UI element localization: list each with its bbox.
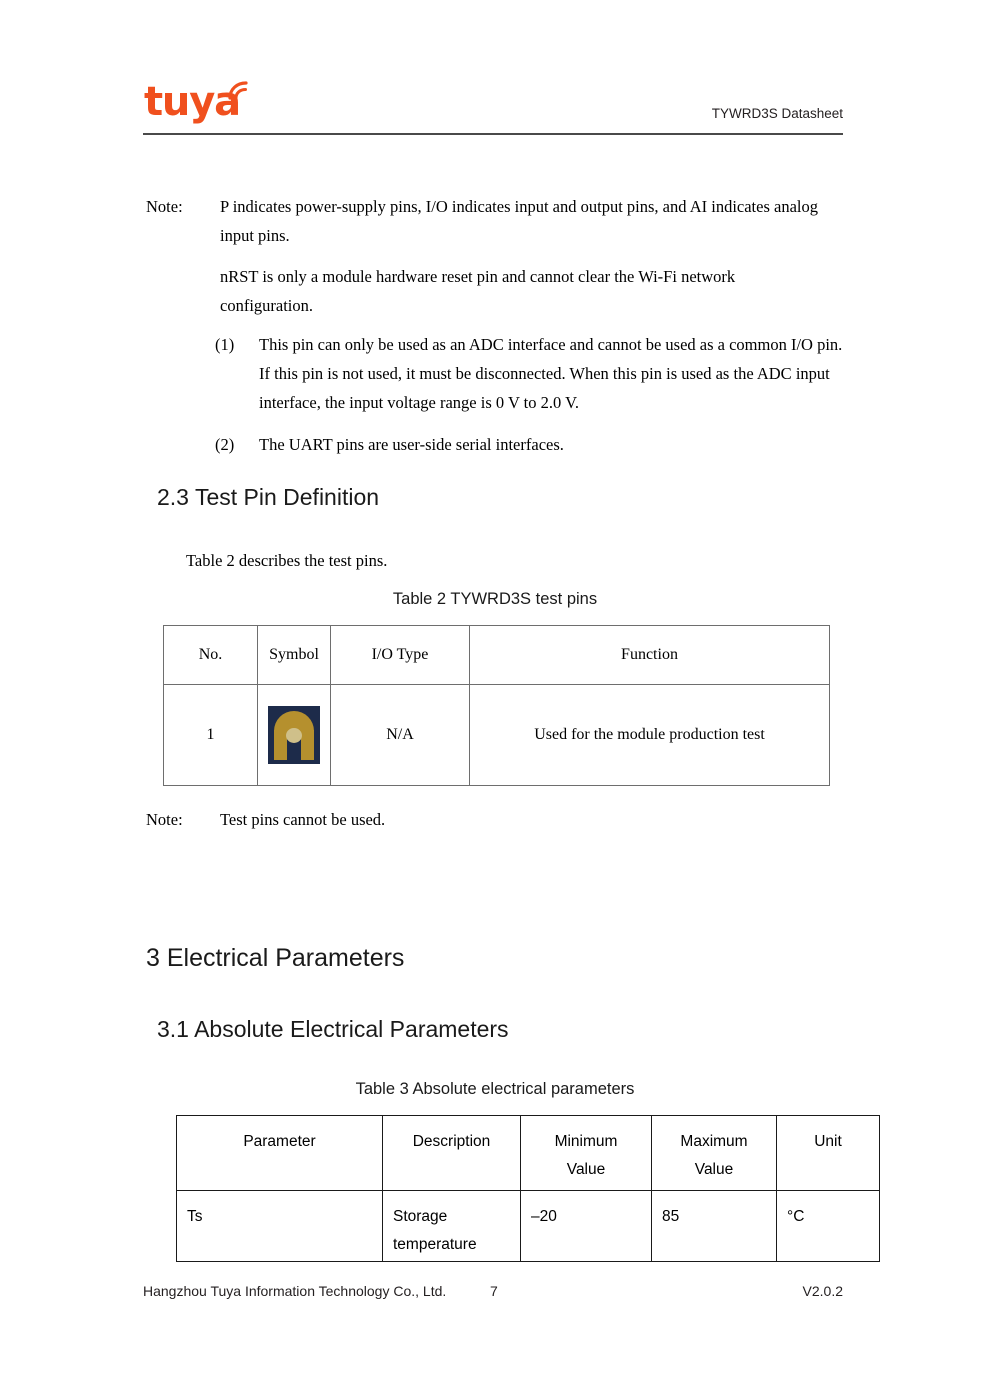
column-header-parameter: Parameter	[177, 1116, 383, 1191]
table-row	[177, 1191, 880, 1262]
tuya-logo-text: tuya	[144, 79, 240, 125]
list-item	[215, 430, 845, 459]
footer-version: V2.0.2	[802, 1283, 843, 1299]
section-2-3-intro: Table 2 describes the test pins.	[186, 551, 388, 570]
list-item-marker: (2)	[215, 435, 235, 454]
numbered-note-list	[215, 330, 845, 472]
column-header-description: Description	[383, 1116, 521, 1191]
cell-unit: °C	[777, 1191, 880, 1262]
cell-symbol	[258, 685, 331, 786]
table-2-note	[146, 805, 385, 834]
column-header-unit: Unit	[777, 1116, 880, 1191]
table-test-pins	[163, 625, 830, 786]
table-header-row	[177, 1116, 880, 1191]
column-header-minimum-line2: Value	[566, 1161, 606, 1178]
table-row	[164, 685, 830, 786]
table-absolute-electrical-parameters	[176, 1115, 880, 1262]
cell-maximum: 85	[652, 1191, 777, 1262]
header-doc-title: TYWRD3S Datasheet	[711, 106, 843, 121]
test-pad-hole	[286, 728, 302, 743]
list-item-text: This pin can only be used as an ADC interface and cannot be used as a common I/O pin. If this pin is not used, it must be disconnected. When this pin is used as the ADC input interface, the input voltage range is 0 V to 2.0 V.	[259, 335, 843, 412]
column-header-maximum-line1: Maximum	[680, 1133, 748, 1150]
cell-parameter: Ts	[177, 1191, 383, 1262]
column-header-maximum-value	[652, 1116, 777, 1191]
note-paragraph-1: P indicates power-supply pins, I/O indicates input and output pins, and AI indicates analog input pins.	[220, 197, 818, 245]
column-header-no: No.	[164, 626, 258, 685]
heading-section-2-3: 2.3 Test Pin Definition	[157, 484, 380, 510]
table-3-caption: Table 3 Absolute electrical parameters	[355, 1080, 635, 1098]
top-note-block	[146, 192, 846, 320]
heading-section-3: 3 Electrical Parameters	[146, 944, 405, 972]
column-header-io-type: I/O Type	[331, 626, 470, 685]
header-divider	[143, 133, 843, 135]
cell-io-type: N/A	[331, 685, 470, 786]
cell-description: Storage temperature	[383, 1191, 521, 1262]
table-2-caption: Table 2 TYWRD3S test pins	[392, 590, 598, 608]
test-pad-icon	[268, 706, 320, 764]
note-row-1	[146, 192, 846, 250]
note-label: Note:	[146, 197, 183, 216]
column-header-function: Function	[470, 626, 830, 685]
wifi-arc-icon	[227, 80, 251, 100]
cell-function: Used for the module production test	[470, 685, 830, 786]
column-header-minimum-value	[521, 1116, 652, 1191]
note-text: Test pins cannot be used.	[220, 810, 386, 829]
column-header-minimum-line1: Minimum	[554, 1133, 618, 1150]
list-item-text: The UART pins are user-side serial interfaces.	[259, 435, 564, 454]
heading-section-3-1: 3.1 Absolute Electrical Parameters	[157, 1016, 509, 1042]
footer-page-number: 7	[490, 1283, 498, 1299]
note-paragraph-2: nRST is only a module hardware reset pin and cannot clear the Wi-Fi network configuration.	[220, 267, 736, 315]
list-item-marker: (1)	[215, 335, 235, 354]
cell-no: 1	[164, 685, 258, 786]
tuya-logo	[143, 78, 263, 130]
page-header	[143, 74, 843, 136]
footer-company: Hangzhou Tuya Information Technology Co., Ltd.	[143, 1283, 447, 1299]
column-header-symbol: Symbol	[258, 626, 331, 685]
table-header-row	[164, 626, 830, 685]
list-item	[215, 330, 845, 417]
column-header-maximum-line2: Value	[694, 1161, 734, 1178]
note-label: Note:	[146, 810, 183, 829]
cell-minimum: –20	[521, 1191, 652, 1262]
